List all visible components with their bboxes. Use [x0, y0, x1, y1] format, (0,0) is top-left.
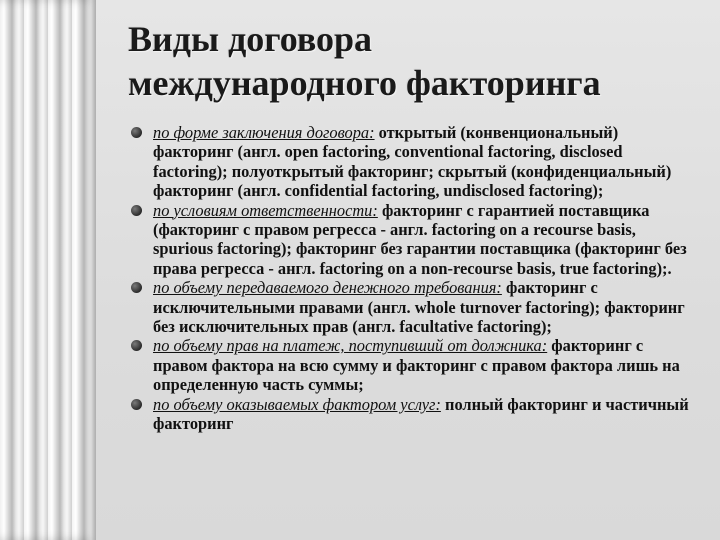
- list-item: [128, 278, 700, 336]
- list-item: [128, 395, 700, 434]
- bullet-icon: [131, 399, 142, 410]
- item-text: факторинг с правом фактора на всю сумму и факторинг с правом фактора лишь на определенную часть суммы;: [153, 336, 680, 395]
- decorative-metal-bar: [0, 0, 96, 540]
- item-heading: по объему прав на платеж, поступивший от должника:: [153, 336, 548, 356]
- item-text: факторинг с гарантией поставщика (факторинг с правом регресса - англ. factoring on a recourse basis, spurious factoring); факторинг без гарантии поставщика (факторинг без права регресса - англ. factoring on a non-recourse basis, true factoring);.: [153, 200, 687, 278]
- list-item: [128, 123, 700, 201]
- list-item: [128, 201, 700, 279]
- item-heading: по условиям ответственности:: [153, 200, 378, 220]
- item-text: факторинг с исключительными правами (англ. whole turnover factoring); факторинг без исключительных прав (англ. facultative factoring);: [153, 278, 685, 337]
- list-item: [128, 336, 700, 394]
- item-heading: по форме заключения договора:: [153, 123, 375, 142]
- bullet-icon: [131, 282, 142, 293]
- bullet-icon: [131, 127, 142, 138]
- item-heading: по объему передаваемого денежного требования:: [153, 278, 502, 298]
- bullet-list: [128, 123, 700, 434]
- item-heading: по объему оказываемых фактором услуг:: [153, 394, 441, 414]
- bullet-icon: [131, 340, 142, 351]
- item-text: полный факторинг и частичный факторинг: [153, 394, 689, 434]
- bullet-icon: [131, 205, 142, 216]
- slide-title-line-1: Виды договора: [128, 19, 373, 59]
- slide-title-line-2: международного факторинга: [128, 62, 601, 103]
- item-text: открытый (конвенциональный) факторинг (англ. open factoring, conventional factoring, disclosed factoring); полуоткрытый факторинг; скрытый (конфиденциальный) факторинг (англ. confidential factoring, undisclosed factoring);: [153, 123, 672, 201]
- slide-title: [128, 18, 688, 106]
